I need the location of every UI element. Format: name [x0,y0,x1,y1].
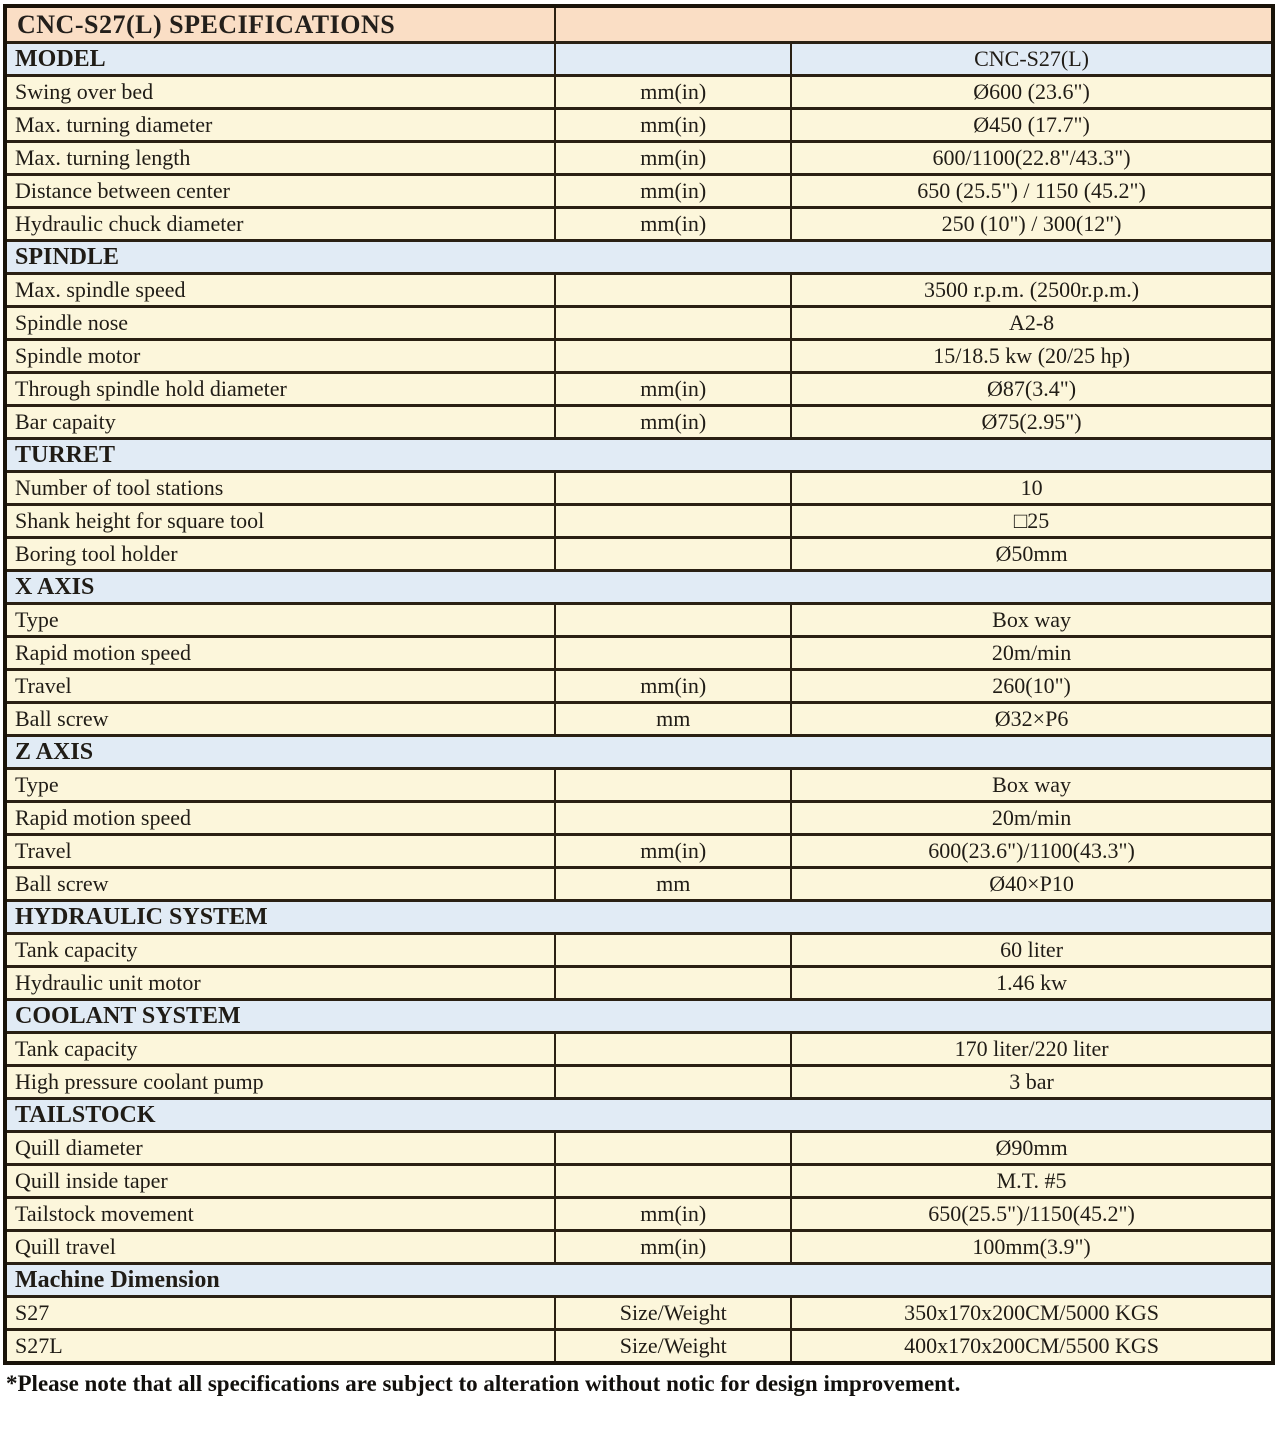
spec-row [5,538,1273,571]
spec-value: 600/1100(22.8"/43.3") [791,142,1273,175]
spec-label: Max. turning diameter [5,109,555,142]
spec-unit [555,340,791,373]
spec-unit [555,307,791,340]
spec-value: Ø40×P10 [791,868,1273,901]
spec-unit: mm(in) [555,109,791,142]
specifications-table [3,4,1275,1365]
spec-label: Bar capaity [5,406,555,439]
spec-value: 400x170x200CM/5500 KGS [791,1330,1273,1364]
spec-row [5,208,1273,241]
section-title: TURRET [5,439,1273,472]
spec-label: Travel [5,835,555,868]
section-header-row-machine-dimension [5,1264,1273,1297]
spec-value: 350x170x200CM/5000 KGS [791,1297,1273,1330]
spec-value: Ø75(2.95") [791,406,1273,439]
spec-row [5,1198,1273,1231]
spec-row [5,406,1273,439]
spec-label: Max. turning length [5,142,555,175]
spec-unit: mm(in) [555,1231,791,1264]
spec-unit [555,802,791,835]
spec-label: Travel [5,670,555,703]
table-title-row [5,6,1273,43]
spec-row [5,703,1273,736]
spec-value: □25 [791,505,1273,538]
spec-row [5,76,1273,109]
spec-value: Ø50mm [791,538,1273,571]
spec-value: 60 liter [791,934,1273,967]
spec-value: Ø600 (23.6") [791,76,1273,109]
spec-value: 250 (10") / 300(12") [791,208,1273,241]
section-title: HYDRAULIC SYSTEM [5,901,1273,934]
section-header-row-x-axis [5,571,1273,604]
spec-unit [555,1066,791,1099]
spec-row [5,1132,1273,1165]
spec-label: Hydraulic unit motor [5,967,555,1000]
footer-note: *Please note that all specifications are subject to alteration without notic for design improvement. [6,1371,961,1396]
spec-label: S27L [5,1330,555,1364]
spec-unit: mm(in) [555,175,791,208]
spec-row [5,340,1273,373]
spec-label: Quill diameter [5,1132,555,1165]
spec-value: 20m/min [791,637,1273,670]
spec-value: 1.46 kw [791,967,1273,1000]
spec-label: Boring tool holder [5,538,555,571]
spec-label: Tailstock movement [5,1198,555,1231]
spec-unit [555,934,791,967]
spec-value: Box way [791,604,1273,637]
spec-row [5,472,1273,505]
spec-unit [555,604,791,637]
spec-unit: mm(in) [555,406,791,439]
spec-label: Ball screw [5,868,555,901]
spec-sheet [3,4,1275,1397]
spec-row [5,505,1273,538]
spec-label: Distance between center [5,175,555,208]
spec-label: Quill travel [5,1231,555,1264]
spec-value: 600(23.6")/1100(43.3") [791,835,1273,868]
spec-unit: mm(in) [555,208,791,241]
spec-row [5,1165,1273,1198]
spec-value: A2-8 [791,307,1273,340]
section-title: Z AXIS [5,736,1273,769]
section-title: TAILSTOCK [5,1099,1273,1132]
spec-label: Ball screw [5,703,555,736]
spec-label: Type [5,769,555,802]
table-title: CNC-S27(L) SPECIFICATIONS [5,6,555,43]
spec-unit: Size/Weight [555,1297,791,1330]
spec-unit [555,769,791,802]
spec-unit: mm [555,868,791,901]
spec-row [5,1297,1273,1330]
spec-label: Max. spindle speed [5,274,555,307]
spec-unit [555,1033,791,1066]
spec-unit [555,1132,791,1165]
spec-unit [555,505,791,538]
spec-row [5,373,1273,406]
spec-label: Shank height for square tool [5,505,555,538]
section-unit [555,43,791,76]
spec-label: Spindle motor [5,340,555,373]
spec-unit [555,274,791,307]
spec-unit [555,538,791,571]
spec-row [5,1330,1273,1364]
spec-label: Hydraulic chuck diameter [5,208,555,241]
spec-unit: mm(in) [555,835,791,868]
spec-row [5,604,1273,637]
spec-row [5,769,1273,802]
section-header-row-z-axis [5,736,1273,769]
spec-value: 3500 r.p.m. (2500r.p.m.) [791,274,1273,307]
spec-row [5,1231,1273,1264]
spec-value: Ø32×P6 [791,703,1273,736]
spec-label: Rapid motion speed [5,637,555,670]
spec-value: 260(10") [791,670,1273,703]
spec-unit [555,472,791,505]
spec-row [5,934,1273,967]
spec-label: Rapid motion speed [5,802,555,835]
spec-value: M.T. #5 [791,1165,1273,1198]
spec-value: 650(25.5")/1150(45.2") [791,1198,1273,1231]
spec-row [5,274,1273,307]
spec-value: Ø90mm [791,1132,1273,1165]
spec-unit: mm(in) [555,1198,791,1231]
spec-row [5,967,1273,1000]
spec-unit: Size/Weight [555,1330,791,1364]
spec-value: 100mm(3.9") [791,1231,1273,1264]
spec-value: 10 [791,472,1273,505]
spec-row [5,307,1273,340]
spec-label: Tank capacity [5,1033,555,1066]
spec-label: Swing over bed [5,76,555,109]
spec-value: 170 liter/220 liter [791,1033,1273,1066]
spec-value: Ø450 (17.7") [791,109,1273,142]
spec-row [5,1066,1273,1099]
section-header-row-hydraulic-system [5,901,1273,934]
spec-unit: mm(in) [555,670,791,703]
spec-row [5,670,1273,703]
spec-value: 20m/min [791,802,1273,835]
spec-label: Quill inside taper [5,1165,555,1198]
section-header-row-turret [5,439,1273,472]
spec-unit [555,1165,791,1198]
spec-unit: mm [555,703,791,736]
section-title: COOLANT SYSTEM [5,1000,1273,1033]
section-title: MODEL [5,43,555,76]
section-header-row-spindle [5,241,1273,274]
spec-value: Box way [791,769,1273,802]
spec-label: Number of tool stations [5,472,555,505]
spec-label: Tank capacity [5,934,555,967]
section-header-row-model [5,43,1273,76]
section-title: SPINDLE [5,241,1273,274]
spec-unit: mm(in) [555,142,791,175]
spec-unit: mm(in) [555,76,791,109]
section-header-row-tailstock [5,1099,1273,1132]
spec-row [5,175,1273,208]
section-title: X AXIS [5,571,1273,604]
table-title-spacer [555,6,1273,43]
spec-unit: mm(in) [555,373,791,406]
spec-label: High pressure coolant pump [5,1066,555,1099]
spec-table-body [5,6,1273,1363]
spec-label: Spindle nose [5,307,555,340]
spec-value: 650 (25.5") / 1150 (45.2") [791,175,1273,208]
spec-label: Through spindle hold diameter [5,373,555,406]
section-value: CNC-S27(L) [791,43,1273,76]
spec-row [5,802,1273,835]
spec-row [5,637,1273,670]
section-title: Machine Dimension [5,1264,1273,1297]
spec-value: Ø87(3.4") [791,373,1273,406]
spec-label: Type [5,604,555,637]
spec-label: S27 [5,1297,555,1330]
spec-row [5,868,1273,901]
spec-row [5,142,1273,175]
spec-row [5,1033,1273,1066]
spec-value: 3 bar [791,1066,1273,1099]
spec-unit [555,637,791,670]
spec-value: 15/18.5 kw (20/25 hp) [791,340,1273,373]
spec-row [5,109,1273,142]
spec-unit [555,967,791,1000]
spec-row [5,835,1273,868]
section-header-row-coolant-system [5,1000,1273,1033]
